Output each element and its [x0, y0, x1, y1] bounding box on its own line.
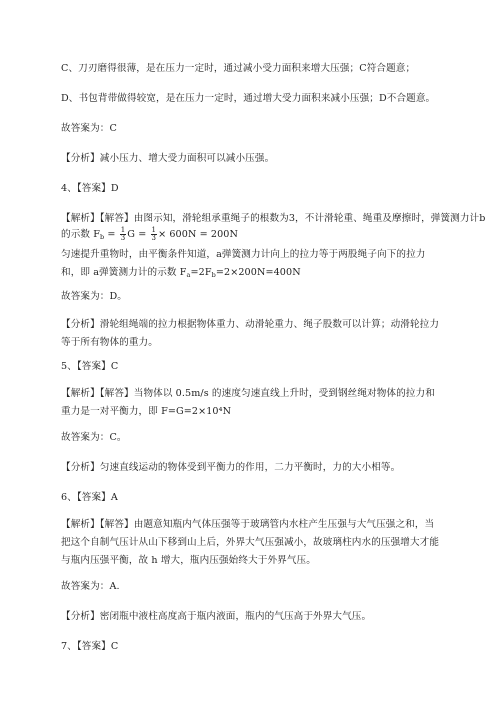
q6-answer-text: 故答案为：A.	[61, 581, 120, 592]
q5-analysis-text: 【分析】匀速直线运动的物体受到平衡力的作用，二力平衡时，力的大小相等。	[61, 462, 401, 473]
fraction-denominator-2: 3	[151, 234, 157, 242]
q3-answer-text: 故答案为：C	[61, 123, 117, 134]
formula-tail: × 600N = 200N	[158, 229, 239, 240]
formula-g: G =	[127, 229, 150, 240]
q4-analysis-text: 【分析】滑轮组绳端的拉力根据物体重力、动滑轮重力、绳子股数可以计算；动滑轮拉力等于所有物体的重力。	[61, 319, 440, 348]
q4-explain-prefix: 的示数	[61, 229, 91, 240]
fraction-numerator-2: 1	[151, 226, 157, 234]
q4-explain-line-2	[61, 227, 442, 245]
q6-analysis-text: 【分析】密闭瓶中液柱高度高于瓶内液面，瓶内的气压高于外界大气压。	[61, 611, 372, 622]
d-option-text: D、书包背带做得较宽，是在压力一定时，通过增大受力面积来减小压强；D不合题意。	[61, 93, 436, 104]
fraction-numerator: 1	[120, 226, 126, 234]
fraction-one-third-2	[151, 227, 158, 242]
q4-explain-3-text: 匀速提升重物时，由平衡条件知道，a弹簧测力计向上的拉力等于两股绳子向下的拉力和，即 a弹簧测力计的示数 F	[61, 249, 426, 278]
q4-explain-3-end: =2×200N=400N	[215, 267, 301, 278]
q4-explain-3-mid: =2F	[190, 267, 212, 278]
q7-header: 7、【答案】C	[61, 641, 119, 652]
q5-header: 5、【答案】C	[61, 361, 119, 372]
q5-answer-text: 故答案为：C。	[61, 432, 127, 443]
fb-sub: b	[211, 271, 216, 279]
fraction-one-third	[120, 227, 127, 242]
fraction-denominator: 3	[120, 234, 126, 242]
q6-explain-text: 【解析】【解答】由题意知瓶内气体压强等于玻璃管内水柱产生压强与大气压强之和，当把这个自制气压计从山下移到山上后，外界大气压强减小，故玻璃柱内水的压强增大才能与瓶内压强平衡，故 h 增大，瓶内压强始终大于外界气压。	[61, 519, 440, 566]
formula-f: F	[93, 229, 101, 240]
c-option-text: C、刀刃磨得很薄，是在压力一定时，通过减小受力面积来增大压强；C符合题意；	[61, 63, 416, 74]
formula-f-sub: b	[100, 233, 105, 241]
q4-header: 4、【答案】D	[61, 183, 119, 194]
formula-eq: =	[104, 229, 119, 240]
q5-explain-text: 【解析】【解答】当物体以 0.5m/s 的速度匀速直线上升时，受到钢丝绳对物体的拉力和重力是一对平衡力，即 F=G=2×10⁴N	[61, 388, 435, 417]
q3-analysis-text: 【分析】减小压力、增大受力面积可以减小压强。	[61, 153, 275, 164]
q6-header: 6、【答案】A	[61, 492, 118, 503]
q4-answer-text: 故答案为：D。	[61, 291, 127, 302]
q4-explain-line-3	[61, 246, 442, 284]
fa-sub: a	[186, 271, 191, 279]
q4-explain-line-1: 【解析】【解答】由图示知，滑轮组承重绳子的根数为3，不计滑轮重、绳重及摩擦时，弹簧测力计b	[61, 213, 486, 224]
